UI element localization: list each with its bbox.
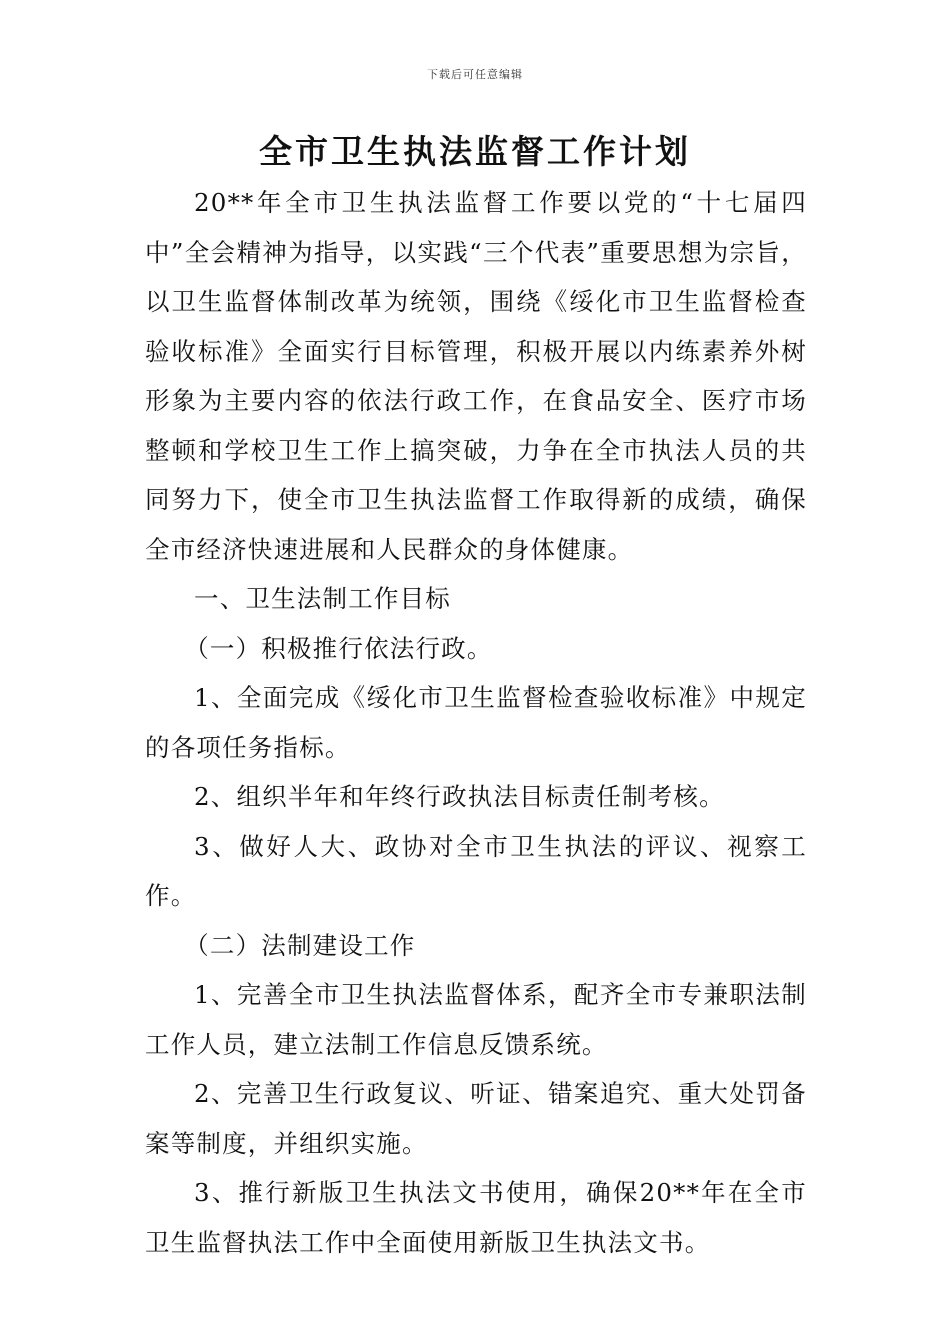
list-item: 2、组织半年和年终行政执法目标责任制考核。 xyxy=(194,782,725,811)
intro-paragraph: 20**年全市卫生执法监督工作要以党的“十七届四中”全会精神为指导，以实践“三个代表”重要思想为宗旨，以卫生监督体制改革为统领，围绕《绥化市卫生监督检查验收标准》全面实行目标管理，积极开展以内练素养外树形象为主要内容的依法行政工作，在食品安全、医疗市场整顿和学校卫生工作上搞突破，力争在全市执法人员的共同努力下，使全市卫生执法监督工作取得新的成绩，确保全市经济快速进展和人民群众的身体健康。 xyxy=(145,188,807,564)
header-note: 下载后可任意编辑 xyxy=(427,68,523,81)
document-title: 全市卫生执法监督工作计划 xyxy=(259,132,691,171)
list-item: 3、推行新版卫生执法文书使用，确保20**年在全市卫生监督执法工作中全面使用新版卫生执法文书。 xyxy=(145,1178,807,1257)
subsection-heading-administration: （一）积极推行依法行政。 xyxy=(184,633,493,663)
list-item: 1、完善全市卫生执法监督体系，配齐全市专兼职法制工作人员，建立法制工作信息反馈系统。 xyxy=(145,980,807,1059)
list-item: 1、全面完成《绥化市卫生监督检查验收标准》中规定的各项任务指标。 xyxy=(145,683,807,762)
subsection-heading-legal-construction: （二）法制建设工作 xyxy=(184,930,416,960)
list-item: 3、做好人大、政协对全市卫生执法的评议、视察工作。 xyxy=(145,831,807,910)
list-item: 2、完善卫生行政复议、听证、错案追究、重大处罚备案等制度，并组织实施。 xyxy=(145,1079,807,1158)
section-heading-legal-goals: 一、卫生法制工作目标 xyxy=(194,584,451,613)
document-body xyxy=(145,178,807,1267)
